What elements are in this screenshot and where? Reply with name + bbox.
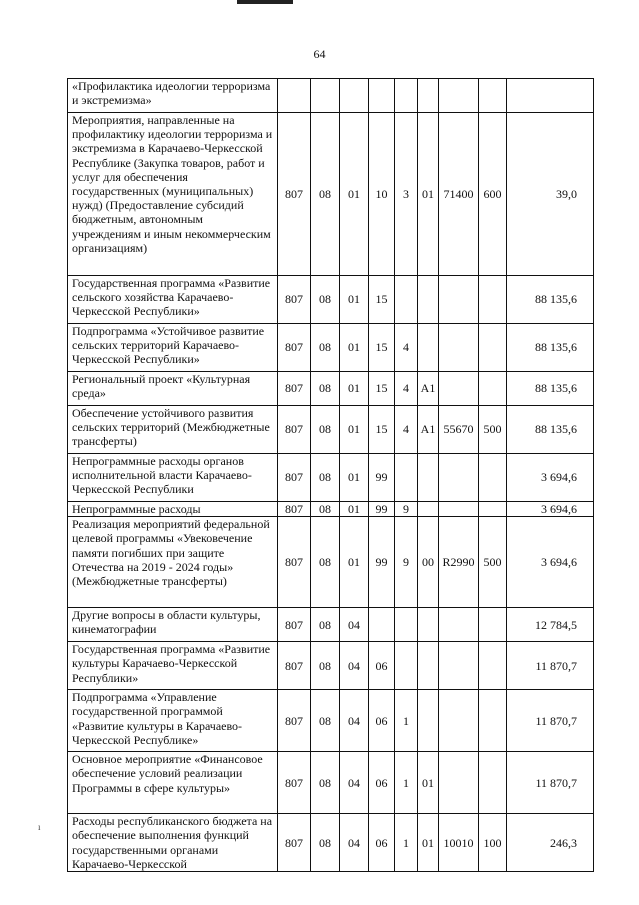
table-row xyxy=(68,690,594,752)
program-cell: 15 xyxy=(369,276,395,324)
program-cell: 15 xyxy=(369,372,395,406)
event-cell: 00 xyxy=(418,517,439,608)
subprogram-cell: 4 xyxy=(395,372,418,406)
pr-cell: 04 xyxy=(340,690,369,752)
page-number: 64 xyxy=(313,47,326,61)
subprogram-cell: 1 xyxy=(395,752,418,814)
rz-cell: 08 xyxy=(311,454,340,502)
table-row xyxy=(68,372,594,406)
name-cell: Другие вопросы в области культуры, кинематографии xyxy=(68,608,278,642)
direction-cell xyxy=(439,454,479,502)
direction-cell: 10010 xyxy=(439,814,479,872)
event-cell: A1 xyxy=(418,372,439,406)
pr-cell: 01 xyxy=(340,502,369,517)
program-cell: 99 xyxy=(369,517,395,608)
direction-cell xyxy=(439,276,479,324)
pr-cell: 01 xyxy=(340,517,369,608)
name-cell: Государственная программа «Развитие сельского хозяйства Карачаево-Черкесской Республики» xyxy=(68,276,278,324)
ved-cell: 807 xyxy=(278,454,311,502)
name-cell: Основное мероприятие «Финансовое обеспечение условий реализации Программы в сфере культуры» xyxy=(68,752,278,814)
ved-cell: 807 xyxy=(278,752,311,814)
expense-type-cell: 500 xyxy=(479,517,507,608)
pr-cell: 04 xyxy=(340,814,369,872)
event-cell xyxy=(418,454,439,502)
rz-cell: 08 xyxy=(311,642,340,690)
pr-cell: 04 xyxy=(340,642,369,690)
margin-mark: ı xyxy=(38,822,41,832)
name-cell: Реализация мероприятий федеральной целевой программы «Увековечение памяти погибших при защите Отечества на 2019 - 2024 годы» (Межбюджетные трансферты) xyxy=(68,517,278,608)
subprogram-cell: 4 xyxy=(395,324,418,372)
name-cell: Расходы республиканского бюджета на обеспечение выполнения функций государственными органами Карачаево-Черкесской xyxy=(68,814,278,872)
direction-cell xyxy=(439,502,479,517)
subprogram-cell xyxy=(395,276,418,324)
amount-cell: 88 135,6 xyxy=(507,324,594,372)
expense-type-cell xyxy=(479,502,507,517)
program-cell: 15 xyxy=(369,406,395,454)
expense-type-cell: 100 xyxy=(479,814,507,872)
name-cell: Подпрограмма «Устойчивое развитие сельских территорий Карачаево-Черкесской Республики» xyxy=(68,324,278,372)
expense-type-cell: 600 xyxy=(479,113,507,276)
subprogram-cell: 1 xyxy=(395,814,418,872)
amount-cell: 88 135,6 xyxy=(507,406,594,454)
ved-cell: 807 xyxy=(278,814,311,872)
event-cell: 01 xyxy=(418,752,439,814)
pr-cell: 01 xyxy=(340,113,369,276)
ved-cell: 807 xyxy=(278,502,311,517)
table-row xyxy=(68,517,594,608)
subprogram-cell: 4 xyxy=(395,406,418,454)
event-cell xyxy=(418,276,439,324)
direction-cell xyxy=(439,608,479,642)
subprogram-cell xyxy=(395,454,418,502)
name-cell: Обеспечение устойчивого развития сельских территорий (Межбюджетные трансферты) xyxy=(68,406,278,454)
expense-type-cell: 500 xyxy=(479,406,507,454)
event-cell: 01 xyxy=(418,814,439,872)
program-cell xyxy=(369,79,395,113)
expense-type-cell xyxy=(479,372,507,406)
program-cell: 99 xyxy=(369,502,395,517)
program-cell: 06 xyxy=(369,690,395,752)
table-row xyxy=(68,608,594,642)
amount-cell: 39,0 xyxy=(507,113,594,276)
rz-cell: 08 xyxy=(311,690,340,752)
amount-cell: 88 135,6 xyxy=(507,276,594,324)
name-cell: Подпрограмма «Управление государственной программой «Развитие культуры в Карачаево-Черкесской Республике» xyxy=(68,690,278,752)
subprogram-cell: 9 xyxy=(395,502,418,517)
event-cell xyxy=(418,642,439,690)
ved-cell: 807 xyxy=(278,113,311,276)
amount-cell: 12 784,5 xyxy=(507,608,594,642)
table-row xyxy=(68,113,594,276)
event-cell xyxy=(418,608,439,642)
pr-cell xyxy=(340,79,369,113)
rz-cell: 08 xyxy=(311,814,340,872)
ved-cell: 807 xyxy=(278,276,311,324)
program-cell xyxy=(369,608,395,642)
table-row xyxy=(68,276,594,324)
amount-cell: 3 694,6 xyxy=(507,502,594,517)
event-cell: 01 xyxy=(418,113,439,276)
program-cell: 99 xyxy=(369,454,395,502)
ved-cell: 807 xyxy=(278,608,311,642)
rz-cell: 08 xyxy=(311,324,340,372)
table-row xyxy=(68,324,594,372)
expense-type-cell xyxy=(479,324,507,372)
name-cell: Государственная программа «Развитие культуры Карачаево-Черкесской Республики» xyxy=(68,642,278,690)
name-cell: Непрограммные расходы xyxy=(68,502,278,517)
event-cell xyxy=(418,79,439,113)
table-row xyxy=(68,406,594,454)
direction-cell xyxy=(439,642,479,690)
rz-cell: 08 xyxy=(311,276,340,324)
event-cell xyxy=(418,324,439,372)
program-cell: 06 xyxy=(369,642,395,690)
table-row xyxy=(68,79,594,113)
table-row xyxy=(68,454,594,502)
program-cell: 06 xyxy=(369,752,395,814)
event-cell: A1 xyxy=(418,406,439,454)
pr-cell: 01 xyxy=(340,324,369,372)
expense-type-cell xyxy=(479,608,507,642)
table-row xyxy=(68,814,594,872)
budget-table xyxy=(67,78,594,872)
program-cell: 10 xyxy=(369,113,395,276)
amount-cell: 88 135,6 xyxy=(507,372,594,406)
direction-cell xyxy=(439,324,479,372)
subprogram-cell: 9 xyxy=(395,517,418,608)
expense-type-cell xyxy=(479,454,507,502)
amount-cell: 11 870,7 xyxy=(507,690,594,752)
subprogram-cell xyxy=(395,79,418,113)
name-cell: Региональный проект «Культурная среда» xyxy=(68,372,278,406)
direction-cell: 71400 xyxy=(439,113,479,276)
expense-type-cell xyxy=(479,79,507,113)
pr-cell: 04 xyxy=(340,752,369,814)
expense-type-cell xyxy=(479,276,507,324)
amount-cell xyxy=(507,79,594,113)
rz-cell: 08 xyxy=(311,608,340,642)
amount-cell: 11 870,7 xyxy=(507,642,594,690)
ved-cell: 807 xyxy=(278,690,311,752)
rz-cell: 08 xyxy=(311,406,340,454)
subprogram-cell: 1 xyxy=(395,690,418,752)
amount-cell: 3 694,6 xyxy=(507,517,594,608)
rz-cell xyxy=(311,79,340,113)
ved-cell: 807 xyxy=(278,406,311,454)
subprogram-cell xyxy=(395,642,418,690)
table-row xyxy=(68,642,594,690)
amount-cell: 11 870,7 xyxy=(507,752,594,814)
rz-cell: 08 xyxy=(311,517,340,608)
ved-cell xyxy=(278,79,311,113)
top-edge-mark xyxy=(237,0,293,4)
table-row xyxy=(68,502,594,517)
event-cell xyxy=(418,690,439,752)
expense-type-cell xyxy=(479,690,507,752)
program-cell: 06 xyxy=(369,814,395,872)
rz-cell: 08 xyxy=(311,502,340,517)
expense-type-cell xyxy=(479,642,507,690)
name-cell: «Профилактика идеологии терроризма и экстремизма» xyxy=(68,79,278,113)
subprogram-cell: 3 xyxy=(395,113,418,276)
expense-type-cell xyxy=(479,752,507,814)
direction-cell xyxy=(439,372,479,406)
amount-cell: 246,3 xyxy=(507,814,594,872)
name-cell: Мероприятия, направленные на профилактику идеологии терроризма и экстремизма в Карачаево-Черкесской Республике (Закупка товаров, работ и услуг для обеспечения государственных (муниципальных) нужд) (Предоставление субсидий бюджетным, автономным учреждениям и иным некоммерческим организациям) xyxy=(68,113,278,276)
ved-cell: 807 xyxy=(278,372,311,406)
direction-cell xyxy=(439,690,479,752)
rz-cell: 08 xyxy=(311,752,340,814)
direction-cell: 55670 xyxy=(439,406,479,454)
ved-cell: 807 xyxy=(278,642,311,690)
rz-cell: 08 xyxy=(311,372,340,406)
table-row xyxy=(68,752,594,814)
program-cell: 15 xyxy=(369,324,395,372)
direction-cell xyxy=(439,79,479,113)
ved-cell: 807 xyxy=(278,517,311,608)
pr-cell: 04 xyxy=(340,608,369,642)
pr-cell: 01 xyxy=(340,406,369,454)
amount-cell: 3 694,6 xyxy=(507,454,594,502)
pr-cell: 01 xyxy=(340,372,369,406)
budget-table-body xyxy=(68,79,594,872)
ved-cell: 807 xyxy=(278,324,311,372)
subprogram-cell xyxy=(395,608,418,642)
pr-cell: 01 xyxy=(340,276,369,324)
name-cell: Непрограммные расходы органов исполнительной власти Карачаево-Черкесской Республики xyxy=(68,454,278,502)
pr-cell: 01 xyxy=(340,454,369,502)
direction-cell: R2990 xyxy=(439,517,479,608)
direction-cell xyxy=(439,752,479,814)
event-cell xyxy=(418,502,439,517)
rz-cell: 08 xyxy=(311,113,340,276)
